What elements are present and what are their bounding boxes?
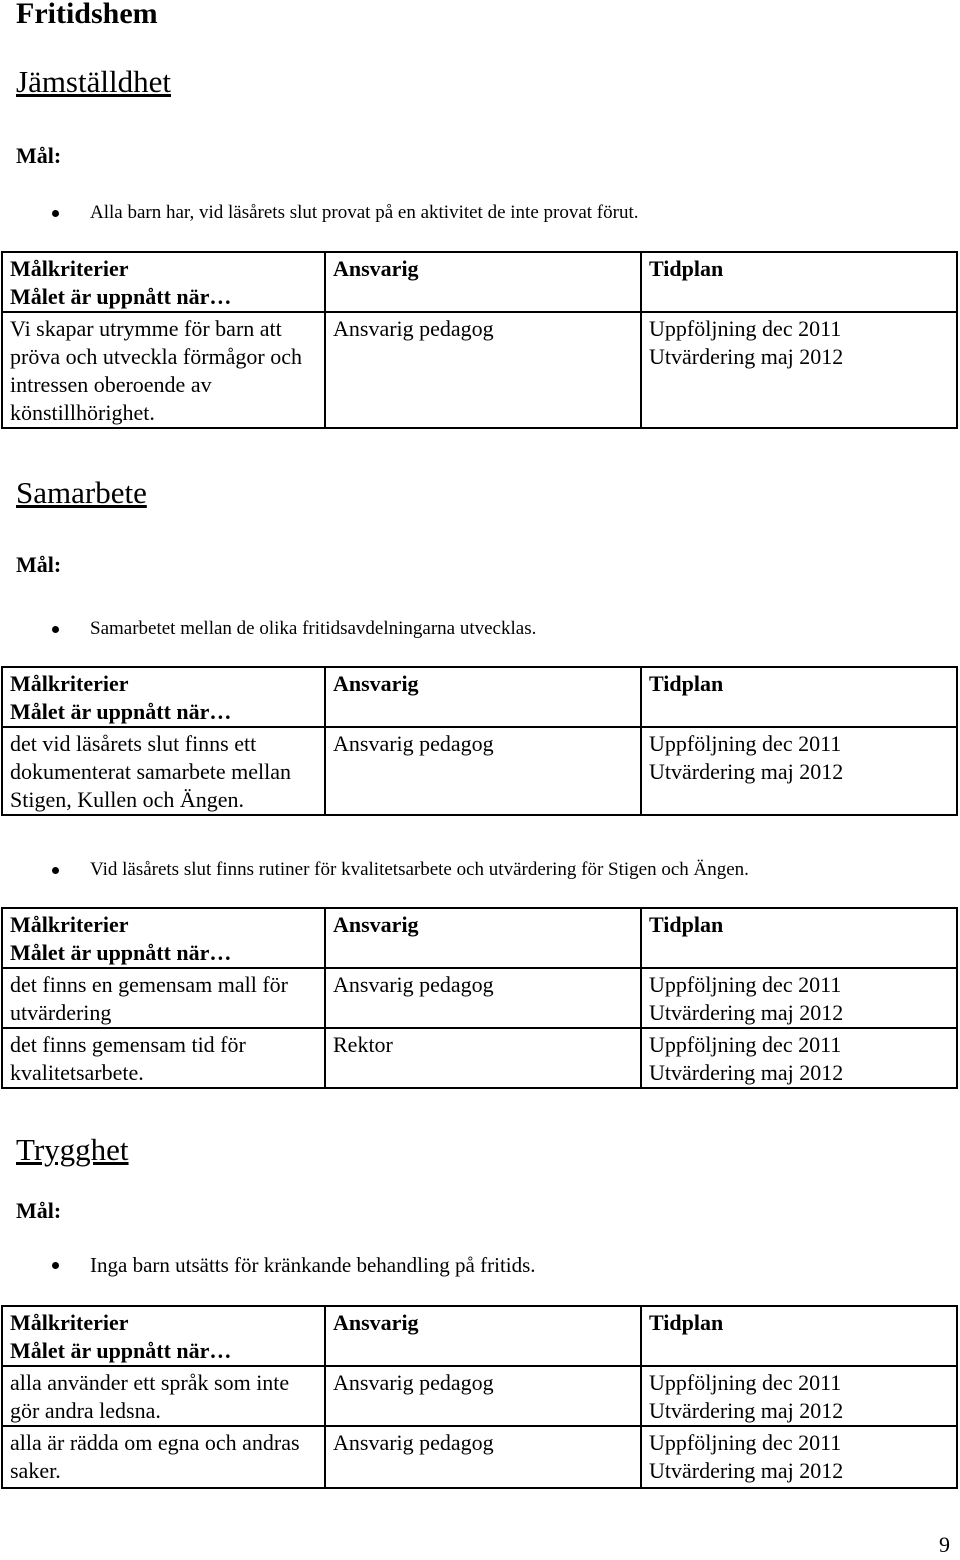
criteria-header xyxy=(2,1306,325,1366)
followup-date: Uppföljning dec 2011 xyxy=(649,1430,842,1455)
bullet-icon xyxy=(52,1262,59,1269)
criteria-header-sub: Målet är uppnått när… xyxy=(10,284,232,309)
followup-date: Uppföljning dec 2011 xyxy=(649,1370,842,1395)
criteria-header-title: Målkriterier xyxy=(10,256,129,281)
responsible-cell: Ansvarig pedagog xyxy=(325,727,641,815)
criteria-header-title: Målkriterier xyxy=(10,912,129,937)
section-heading-trygghet: Trygghet xyxy=(16,1132,129,1167)
criteria-cell: det finns en gemensam mall för utvärdering xyxy=(2,968,325,1028)
followup-date: Uppföljning dec 2011 xyxy=(649,972,842,997)
responsible-cell: Ansvarig pedagog xyxy=(325,1366,641,1426)
responsible-cell: Ansvarig pedagog xyxy=(325,1426,641,1488)
timeline-cell xyxy=(641,312,957,428)
criteria-header-sub: Målet är uppnått när… xyxy=(10,1338,232,1363)
followup-date: Uppföljning dec 2011 xyxy=(649,731,842,756)
timeline-header: Tidplan xyxy=(641,1306,957,1366)
goal-text: Vid läsårets slut finns rutiner för kvalitetsarbete och utvärdering för Stigen och Ängen. xyxy=(90,859,749,880)
followup-date: Uppföljning dec 2011 xyxy=(649,1032,842,1057)
responsible-header: Ansvarig xyxy=(325,1306,641,1366)
criteria-table xyxy=(1,251,958,429)
goal-bullet xyxy=(52,858,749,882)
responsible-header: Ansvarig xyxy=(325,252,641,312)
goal-text: Inga barn utsätts för kränkande behandling på fritids. xyxy=(90,1253,536,1277)
goal-bullet xyxy=(52,201,639,225)
criteria-header-sub: Målet är uppnått när… xyxy=(10,940,232,965)
responsible-header: Ansvarig xyxy=(325,908,641,968)
criteria-cell: alla använder ett språk som inte gör andra ledsna. xyxy=(2,1366,325,1426)
criteria-header xyxy=(2,667,325,727)
evaluation-date: Utvärdering maj 2012 xyxy=(649,344,844,369)
criteria-cell: det finns gemensam tid för kvalitetsarbete. xyxy=(2,1028,325,1088)
bullet-icon xyxy=(52,210,59,217)
evaluation-date: Utvärdering maj 2012 xyxy=(649,1000,844,1025)
criteria-header-title: Målkriterier xyxy=(10,671,129,696)
criteria-table xyxy=(1,1305,958,1489)
timeline-cell xyxy=(641,1366,957,1426)
criteria-cell: Vi skapar utrymme för barn att pröva och utveckla förmågor och intressen oberoende av könstillhörighet. xyxy=(2,312,325,428)
timeline-header: Tidplan xyxy=(641,908,957,968)
goal-label: Mål: xyxy=(16,552,62,577)
bullet-icon xyxy=(52,867,59,874)
section-heading-jamstalldhet: Jämställdhet xyxy=(16,64,171,99)
page-number: 9 xyxy=(939,1532,950,1557)
evaluation-date: Utvärdering maj 2012 xyxy=(649,1458,844,1483)
timeline-cell xyxy=(641,1028,957,1088)
goal-text: Samarbetet mellan de olika fritidsavdelningarna utvecklas. xyxy=(90,618,537,639)
goal-bullet xyxy=(52,1253,536,1279)
responsible-cell: Ansvarig pedagog xyxy=(325,968,641,1028)
section-heading-samarbete: Samarbete xyxy=(16,475,147,510)
criteria-cell: alla är rädda om egna och andras saker. xyxy=(2,1426,325,1488)
responsible-cell: Rektor xyxy=(325,1028,641,1088)
goal-text: Alla barn har, vid läsårets slut provat på en aktivitet de inte provat förut. xyxy=(90,202,639,223)
page-title: Fritidshem xyxy=(16,0,158,30)
timeline-header: Tidplan xyxy=(641,252,957,312)
criteria-table xyxy=(1,907,958,1089)
criteria-header xyxy=(2,252,325,312)
responsible-cell: Ansvarig pedagog xyxy=(325,312,641,428)
goal-bullet xyxy=(52,617,536,641)
timeline-header: Tidplan xyxy=(641,667,957,727)
evaluation-date: Utvärdering maj 2012 xyxy=(649,1060,844,1085)
timeline-cell xyxy=(641,968,957,1028)
responsible-header: Ansvarig xyxy=(325,667,641,727)
evaluation-date: Utvärdering maj 2012 xyxy=(649,759,844,784)
criteria-header-title: Målkriterier xyxy=(10,1310,129,1335)
criteria-header xyxy=(2,908,325,968)
timeline-cell xyxy=(641,1426,957,1488)
bullet-icon xyxy=(52,626,59,633)
followup-date: Uppföljning dec 2011 xyxy=(649,316,842,341)
criteria-cell: det vid läsårets slut finns ett dokumenterat samarbete mellan Stigen, Kullen och Ängen. xyxy=(2,727,325,815)
criteria-header-sub: Målet är uppnått när… xyxy=(10,699,232,724)
evaluation-date: Utvärdering maj 2012 xyxy=(649,1398,844,1423)
timeline-cell xyxy=(641,727,957,815)
criteria-table xyxy=(1,666,958,816)
goal-label: Mål: xyxy=(16,1198,62,1223)
goal-label: Mål: xyxy=(16,143,62,168)
